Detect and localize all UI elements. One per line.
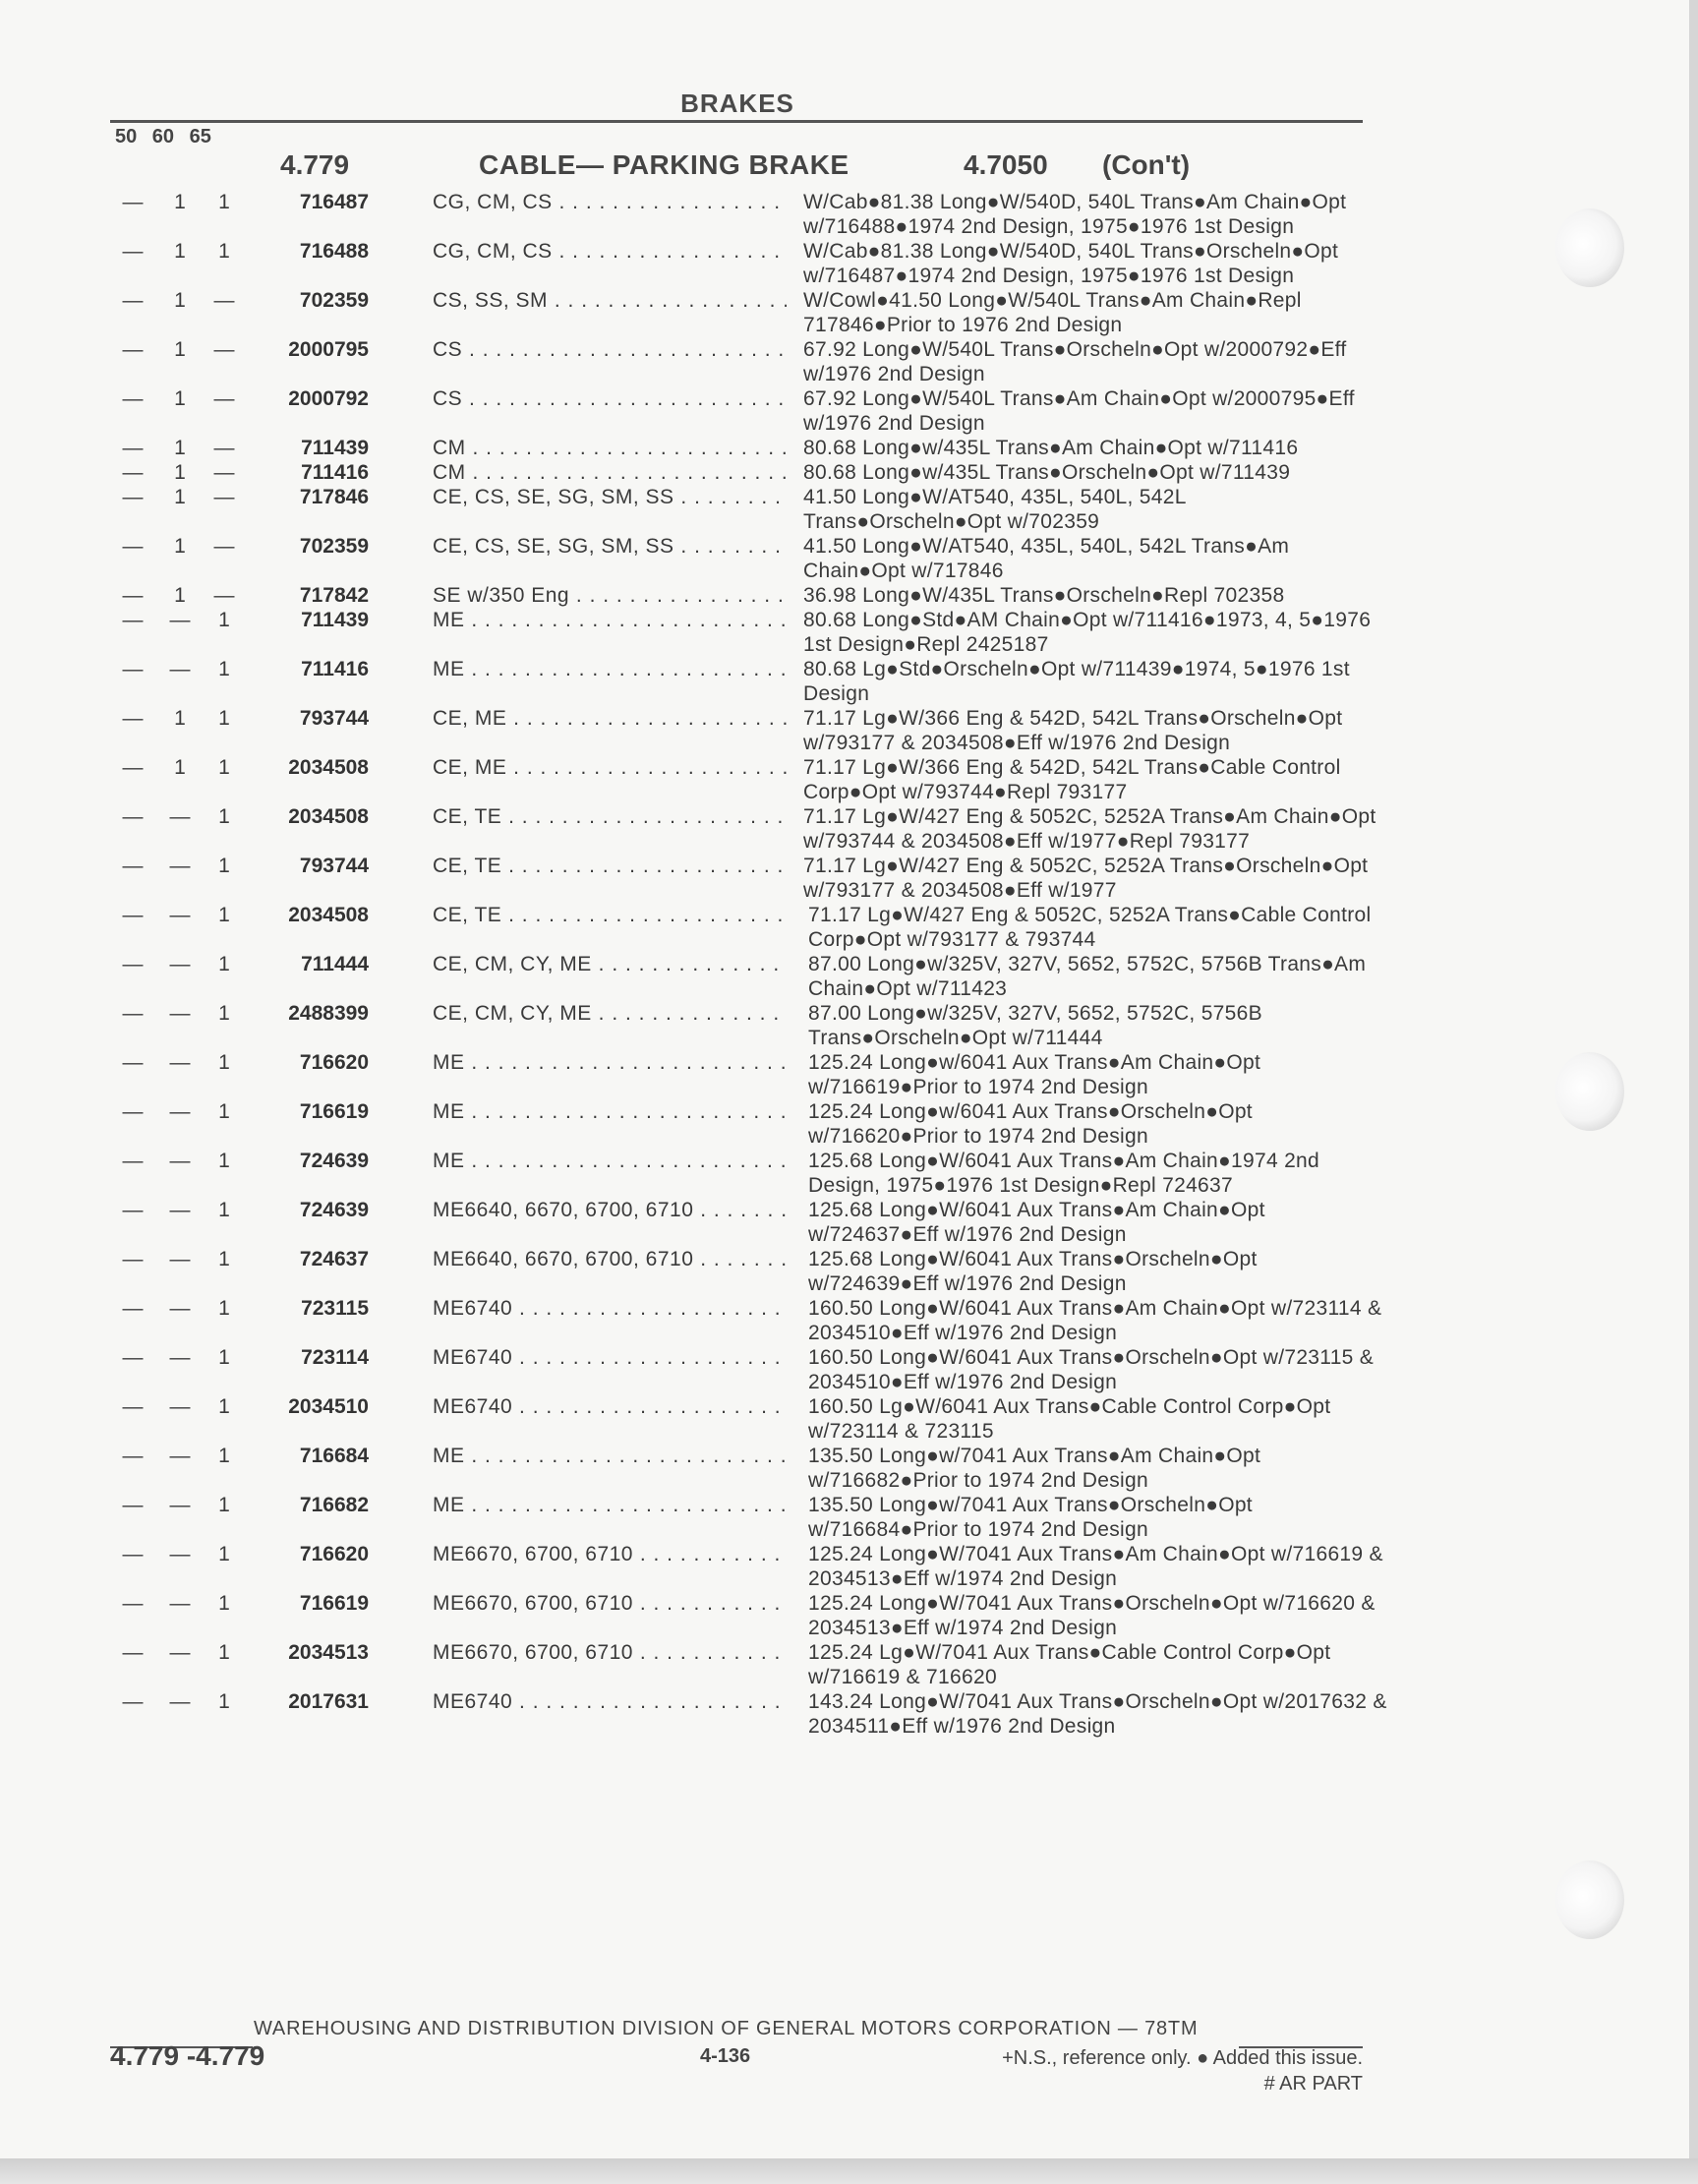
part-description: 143.24 Long●W/7041 Aux Trans●Orscheln●Opt w/2017632 & 2034511●Eff w/1976 2nd Design <box>808 1690 1387 1738</box>
table-row <box>0 608 1376 657</box>
year-50-cell: — <box>122 953 144 975</box>
model-codes: ME6740 . . . <box>433 1394 787 1419</box>
year-60-cell: 1 <box>174 756 186 779</box>
model-codes: CS, SS, SM . . . <box>433 288 787 313</box>
part-number: 793744 <box>299 707 369 730</box>
part-number: 711439 <box>301 437 369 459</box>
table-row <box>0 1247 1376 1296</box>
part-number: 724639 <box>299 1199 369 1221</box>
table-row <box>0 1542 1383 1591</box>
part-number: 2034508 <box>288 805 369 828</box>
year-65-cell: 1 <box>218 1592 230 1615</box>
model-codes: ME6670, 6700, 6710 . . . <box>433 1591 787 1616</box>
year-65-cell: 1 <box>218 904 230 926</box>
year-60-cell: — <box>169 1100 191 1123</box>
table-row <box>0 1099 1376 1149</box>
year-65-cell: 1 <box>218 805 230 828</box>
part-description: 71.17 Lg●W/427 Eng & 5052C, 5252A Trans●Am Chain●Opt w/793744 & 2034508●Eff w/1977●Repl 793177 <box>803 805 1376 853</box>
part-description: 160.50 Lg●W/6041 Aux Trans●Cable Control Corp●Opt w/723114 & 723115 <box>808 1395 1331 1443</box>
part-description: 125.24 Long●w/6041 Aux Trans●Am Chain●Opt w/716619●Prior to 1974 2nd Design <box>808 1051 1261 1098</box>
part-number: 724637 <box>299 1248 369 1270</box>
part-description: 41.50 Long●W/AT540, 435L, 540L, 542L Trans●Am Chain●Opt w/717846 <box>803 535 1290 582</box>
year-65-cell: — <box>213 437 235 459</box>
table-row <box>0 755 1376 804</box>
table-row <box>0 1591 1376 1640</box>
table-row <box>0 460 1376 485</box>
model-codes: CE, ME . . . <box>433 706 787 731</box>
part-number: 716487 <box>299 191 369 213</box>
model-codes: ME . . . <box>433 1493 787 1517</box>
year-50-cell: — <box>122 1592 144 1615</box>
page-edge <box>0 2158 1698 2184</box>
part-description: 71.17 Lg●W/366 Eng & 542D, 542L Trans●Cable Control Corp●Opt w/793744●Repl 793177 <box>803 756 1341 803</box>
part-number: 723114 <box>301 1346 369 1369</box>
year-60-cell: — <box>169 1199 191 1221</box>
continued-label: (Con't) <box>1102 149 1191 180</box>
year-50-cell: — <box>122 486 144 508</box>
year-50-cell: — <box>122 1445 144 1467</box>
year-65-cell: 1 <box>218 240 230 263</box>
year-65-cell: 1 <box>218 1494 230 1516</box>
model-codes: ME6640, 6670, 6700, 6710 . . . <box>433 1198 787 1222</box>
part-number: 711439 <box>301 609 369 631</box>
part-description: 125.24 Long●w/6041 Aux Trans●Orscheln●Opt w/716620●Prior to 1974 2nd Design <box>808 1100 1253 1148</box>
part-description: 80.68 Long●Std●AM Chain●Opt w/711416●1973, 4, 5●1976 1st Design●Repl 2425187 <box>803 609 1372 656</box>
year-50-cell: — <box>122 1051 144 1074</box>
year-65-cell: — <box>213 584 235 607</box>
table-row <box>0 1493 1376 1542</box>
page-reference: 4.779 -4.779 <box>110 2040 265 2071</box>
year-50-cell: — <box>122 535 144 558</box>
table-row <box>0 190 1376 239</box>
year-50-cell: — <box>122 1150 144 1172</box>
table-row <box>0 436 1376 460</box>
model-codes: CE, CS, SE, SG, SM, SS . . . <box>433 534 787 559</box>
year-50-cell: — <box>122 289 144 312</box>
year-65-cell: 1 <box>218 1641 230 1664</box>
model-codes: ME6740 . . . <box>433 1345 787 1370</box>
year-65-cell: 1 <box>218 855 230 877</box>
model-codes: CS . . . <box>433 386 787 411</box>
year-60-cell: — <box>169 1002 191 1025</box>
year-50-cell: — <box>122 1346 144 1369</box>
year-65-cell: — <box>213 486 235 508</box>
year-50-cell: — <box>122 1395 144 1418</box>
table-row <box>0 485 1376 534</box>
year-60-cell: — <box>169 1592 191 1615</box>
group-code: 4.7050 <box>964 149 1048 180</box>
year-60-cell: 1 <box>174 191 186 213</box>
part-number: 2488399 <box>288 1002 369 1025</box>
year-60-cell: — <box>169 1297 191 1320</box>
year-65-cell: 1 <box>218 1248 230 1270</box>
parts-list <box>0 190 1387 1739</box>
model-codes: ME . . . <box>433 657 787 681</box>
model-codes: CE, CM, CY, ME . . . <box>433 952 787 976</box>
year-65-cell: — <box>213 289 235 312</box>
table-row <box>0 657 1376 706</box>
year-50-cell: — <box>122 461 144 484</box>
year-60-cell: — <box>169 805 191 828</box>
binder-hole <box>1555 1860 1624 1939</box>
model-codes: CM . . . <box>433 436 787 460</box>
year-50-cell: — <box>122 904 144 926</box>
year-65-cell: 1 <box>218 1346 230 1369</box>
model-codes: ME6740 . . . <box>433 1689 787 1714</box>
table-row <box>0 386 1376 436</box>
part-number: 702359 <box>299 535 369 558</box>
year-50-cell: — <box>122 1690 144 1713</box>
year-60-cell: — <box>169 1445 191 1467</box>
part-description: 87.00 Long●w/325V, 327V, 5652, 5752C, 5756B Trans●Orscheln●Opt w/711444 <box>808 1002 1262 1049</box>
part-description: 71.17 Lg●W/427 Eng & 5052C, 5252A Trans●Cable Control Corp●Opt w/793177 & 793744 <box>808 904 1372 951</box>
table-row <box>0 1689 1387 1739</box>
part-number: 724639 <box>299 1150 369 1172</box>
model-codes: CE, TE . . . <box>433 854 787 878</box>
year-65-cell: 1 <box>218 1002 230 1025</box>
year-60-cell: — <box>169 1248 191 1270</box>
model-codes: ME . . . <box>433 1149 787 1173</box>
model-codes: CE, TE . . . <box>433 804 787 829</box>
table-row <box>0 239 1376 288</box>
legend-line: # AR PART <box>1263 2073 1363 2095</box>
year-60-cell: — <box>169 609 191 631</box>
binder-hole <box>1555 208 1624 287</box>
year-65-cell: 1 <box>218 953 230 975</box>
part-number: 716619 <box>299 1100 369 1123</box>
table-row <box>0 1345 1376 1394</box>
group-header <box>280 149 1342 179</box>
year-60-cell: 1 <box>174 707 186 730</box>
year-50-cell: — <box>122 707 144 730</box>
year-65-cell: — <box>213 387 235 410</box>
model-codes: CM . . . <box>433 460 787 485</box>
year-60-cell: — <box>169 904 191 926</box>
model-codes: ME . . . <box>433 1099 787 1124</box>
model-codes: CE, CS, SE, SG, SM, SS . . . <box>433 485 787 509</box>
part-number: 2000795 <box>288 338 369 361</box>
year-60-cell: — <box>169 658 191 680</box>
year-60-cell: — <box>169 1395 191 1418</box>
year-65-cell: 1 <box>218 1543 230 1565</box>
year-50-cell: — <box>122 658 144 680</box>
part-description: 71.17 Lg●W/427 Eng & 5052C, 5252A Trans●Orscheln●Opt w/793177 & 2034508●Eff w/1977 <box>803 855 1369 902</box>
part-description: 36.98 Long●W/435L Trans●Orscheln●Repl 702358 <box>803 584 1285 607</box>
part-number: 716682 <box>299 1494 369 1516</box>
table-row <box>0 583 1376 608</box>
part-number: 711416 <box>301 658 369 680</box>
part-number: 702359 <box>299 289 369 312</box>
part-description: 125.68 Long●W/6041 Aux Trans●Am Chain●1974 2nd Design, 1975●1976 1st Design●Repl 724637 <box>808 1150 1320 1197</box>
table-row <box>0 952 1376 1001</box>
year-60-cell: 1 <box>174 338 186 361</box>
model-codes: ME . . . <box>433 608 787 632</box>
part-description: 135.50 Long●w/7041 Aux Trans●Orscheln●Opt w/716684●Prior to 1974 2nd Design <box>808 1494 1253 1541</box>
year-65-cell: 1 <box>218 609 230 631</box>
year-65-cell: — <box>213 338 235 361</box>
year-65-cell: — <box>213 461 235 484</box>
year-65-cell: 1 <box>218 658 230 680</box>
part-description: 135.50 Long●w/7041 Aux Trans●Am Chain●Opt w/716682●Prior to 1974 2nd Design <box>808 1445 1261 1492</box>
model-codes: CE, ME . . . <box>433 755 787 780</box>
table-row <box>0 706 1376 755</box>
year-60-cell: — <box>169 1690 191 1713</box>
year-65-cell: 1 <box>218 1051 230 1074</box>
year-50-cell: — <box>122 1543 144 1565</box>
section-title: BRAKES <box>680 89 794 118</box>
table-row <box>0 804 1376 854</box>
year-60-cell: — <box>169 1494 191 1516</box>
year-60-cell: — <box>169 1150 191 1172</box>
year-60-cell: — <box>169 953 191 975</box>
table-row <box>0 1050 1376 1099</box>
part-number: 716620 <box>299 1051 369 1074</box>
part-description: 80.68 Long●w/435L Trans●Orscheln●Opt w/711439 <box>803 461 1291 484</box>
part-description: 80.68 Long●w/435L Trans●Am Chain●Opt w/711416 <box>803 437 1299 459</box>
table-row <box>0 1444 1376 1493</box>
part-number: 711416 <box>301 461 369 484</box>
footer-division <box>254 2018 1198 2040</box>
table-row <box>0 1198 1376 1247</box>
table-row <box>0 288 1376 337</box>
year-50-cell: — <box>122 387 144 410</box>
table-row <box>0 854 1376 903</box>
table-row <box>0 1394 1376 1444</box>
year-60-cell: 1 <box>174 387 186 410</box>
part-description: 160.50 Long●W/6041 Aux Trans●Orscheln●Opt w/723115 & 2034510●Eff w/1976 2nd Design <box>808 1346 1375 1393</box>
year-65-cell: — <box>213 535 235 558</box>
year-50-cell: — <box>122 1002 144 1025</box>
year-50-cell: — <box>122 1297 144 1320</box>
year-60-cell: 1 <box>174 461 186 484</box>
legend <box>885 2045 1363 2096</box>
model-codes: ME . . . <box>433 1444 787 1468</box>
year-65-cell: 1 <box>218 1297 230 1320</box>
year-65-cell: 1 <box>218 1100 230 1123</box>
year-50-cell: — <box>122 1199 144 1221</box>
year-60-cell: 1 <box>174 289 186 312</box>
year-50-cell: — <box>122 1641 144 1664</box>
year-60-cell: — <box>169 1641 191 1664</box>
part-description: 125.24 Long●W/7041 Aux Trans●Orscheln●Opt w/716620 & 2034513●Eff w/1974 2nd Design <box>808 1592 1376 1639</box>
year-60-cell: — <box>169 855 191 877</box>
year-50-cell: — <box>122 338 144 361</box>
table-row <box>0 534 1376 583</box>
legend-line: +N.S., reference only. ● Added this issue. <box>1002 2047 1363 2069</box>
year-65-cell: 1 <box>218 756 230 779</box>
year-60-cell: 1 <box>174 486 186 508</box>
year-65-cell: 1 <box>218 1690 230 1713</box>
part-number: 2034508 <box>288 904 369 926</box>
part-number: 2034513 <box>288 1641 369 1664</box>
part-number: 2017631 <box>288 1690 369 1713</box>
year-50-cell: — <box>122 756 144 779</box>
model-codes: CE, TE . . . <box>433 903 787 927</box>
group-number: 4.779 <box>280 149 350 180</box>
year-65-cell: 1 <box>218 191 230 213</box>
part-description: W/Cab●81.38 Long●W/540D, 540L Trans●Am Chain●Opt w/716488●1974 2nd Design, 1975●1976 1st Design <box>803 191 1347 238</box>
part-description: 125.24 Long●W/7041 Aux Trans●Am Chain●Opt w/716619 & 2034513●Eff w/1974 2nd Design <box>808 1543 1383 1590</box>
year-50-cell: — <box>122 240 144 263</box>
model-codes: SE w/350 Eng . . . <box>433 583 787 608</box>
year-60-cell: 1 <box>174 240 186 263</box>
part-number: 2000792 <box>288 387 369 410</box>
page-number: 4-136 <box>700 2045 751 2067</box>
model-codes: CG, CM, CS . . . <box>433 190 787 214</box>
part-number: 717842 <box>299 584 369 607</box>
group-name: CABLE— PARKING BRAKE <box>479 149 849 180</box>
part-description: 41.50 Long●W/AT540, 435L, 540L, 542L Trans●Orscheln●Opt w/702359 <box>803 486 1186 533</box>
year-60-cell: — <box>169 1543 191 1565</box>
model-codes: ME6670, 6700, 6710 . . . <box>433 1640 787 1665</box>
header-rule <box>110 120 1363 123</box>
table-row <box>0 1149 1376 1198</box>
table-row <box>0 1640 1376 1689</box>
model-codes: CG, CM, CS . . . <box>433 239 787 264</box>
year-50-cell: — <box>122 805 144 828</box>
year-50-cell: — <box>122 437 144 459</box>
part-number: 717846 <box>299 486 369 508</box>
model-codes: CS . . . <box>433 337 787 362</box>
year-65-cell: 1 <box>218 1150 230 1172</box>
footer-division-text: WAREHOUSING AND DISTRIBUTION DIVISION OF GENERAL MOTORS CORPORATION — 78TM <box>254 2018 1199 2039</box>
part-description: 125.68 Long●W/6041 Aux Trans●Orscheln●Opt w/724639●Eff w/1976 2nd Design <box>808 1248 1258 1295</box>
part-number: 2034508 <box>288 756 369 779</box>
part-number: 711444 <box>301 953 369 975</box>
part-description: 71.17 Lg●W/366 Eng & 542D, 542L Trans●Orscheln●Opt w/793177 & 2034508●Eff w/1976 2nd Design <box>803 707 1343 754</box>
model-codes: ME . . . <box>433 1050 787 1075</box>
model-codes: CE, CM, CY, ME . . . <box>433 1001 787 1026</box>
part-description: 67.92 Long●W/540L Trans●Orscheln●Opt w/2000792●Eff w/1976 2nd Design <box>803 338 1347 385</box>
year-50-cell: — <box>122 584 144 607</box>
part-description: 67.92 Long●W/540L Trans●Am Chain●Opt w/2000795●Eff w/1976 2nd Design <box>803 387 1355 435</box>
part-number: 723115 <box>301 1297 369 1320</box>
year-50-cell: — <box>122 191 144 213</box>
year-50-cell: — <box>122 609 144 631</box>
year-65-cell: 1 <box>218 707 230 730</box>
table-row <box>0 903 1376 952</box>
binder-hole <box>1555 1052 1624 1131</box>
year-60-cell: — <box>169 1051 191 1074</box>
year-50-cell: — <box>122 855 144 877</box>
part-description: 160.50 Long●W/6041 Aux Trans●Am Chain●Opt w/723114 & 2034510●Eff w/1976 2nd Design <box>808 1297 1382 1344</box>
year-columns-header: 50 60 65 <box>115 126 211 148</box>
year-60-cell: 1 <box>174 535 186 558</box>
part-description: 125.68 Long●W/6041 Aux Trans●Am Chain●Opt w/724637●Eff w/1976 2nd Design <box>808 1199 1265 1246</box>
year-50-cell: — <box>122 1100 144 1123</box>
part-description: W/Cab●81.38 Long●W/540D, 540L Trans●Orscheln●Opt w/716487●1974 2nd Design, 1975●1976 1st Design <box>803 240 1339 287</box>
model-codes: ME6670, 6700, 6710 . . . <box>433 1542 787 1566</box>
year-65-cell: 1 <box>218 1445 230 1467</box>
year-50-cell: — <box>122 1248 144 1270</box>
part-number: 716619 <box>299 1592 369 1615</box>
table-row <box>0 1001 1376 1050</box>
part-description: 125.24 Lg●W/7041 Aux Trans●Cable Control Corp●Opt w/716619 & 716620 <box>808 1641 1331 1688</box>
part-number: 793744 <box>299 855 369 877</box>
model-codes: ME6740 . . . <box>433 1296 787 1321</box>
part-number: 2034510 <box>288 1395 369 1418</box>
year-65-cell: 1 <box>218 1199 230 1221</box>
year-50-cell: — <box>122 1494 144 1516</box>
year-65-cell: 1 <box>218 1395 230 1418</box>
year-60-cell: — <box>169 1346 191 1369</box>
part-description: 80.68 Lg●Std●Orscheln●Opt w/711439●1974, 5●1976 1st Design <box>803 658 1350 705</box>
part-number: 716684 <box>299 1445 369 1467</box>
part-number: 716488 <box>299 240 369 263</box>
year-60-cell: 1 <box>174 437 186 459</box>
table-row <box>0 337 1376 386</box>
model-codes: ME6640, 6670, 6700, 6710 . . . <box>433 1247 787 1271</box>
table-row <box>0 1296 1382 1345</box>
part-description: 87.00 Long●w/325V, 327V, 5652, 5752C, 5756B Trans●Am Chain●Opt w/711423 <box>808 953 1367 1000</box>
part-number: 716620 <box>299 1543 369 1565</box>
part-description: W/Cowl●41.50 Long●W/540L Trans●Am Chain●Repl 717846●Prior to 1976 2nd Design <box>803 289 1302 336</box>
year-60-cell: 1 <box>174 584 186 607</box>
